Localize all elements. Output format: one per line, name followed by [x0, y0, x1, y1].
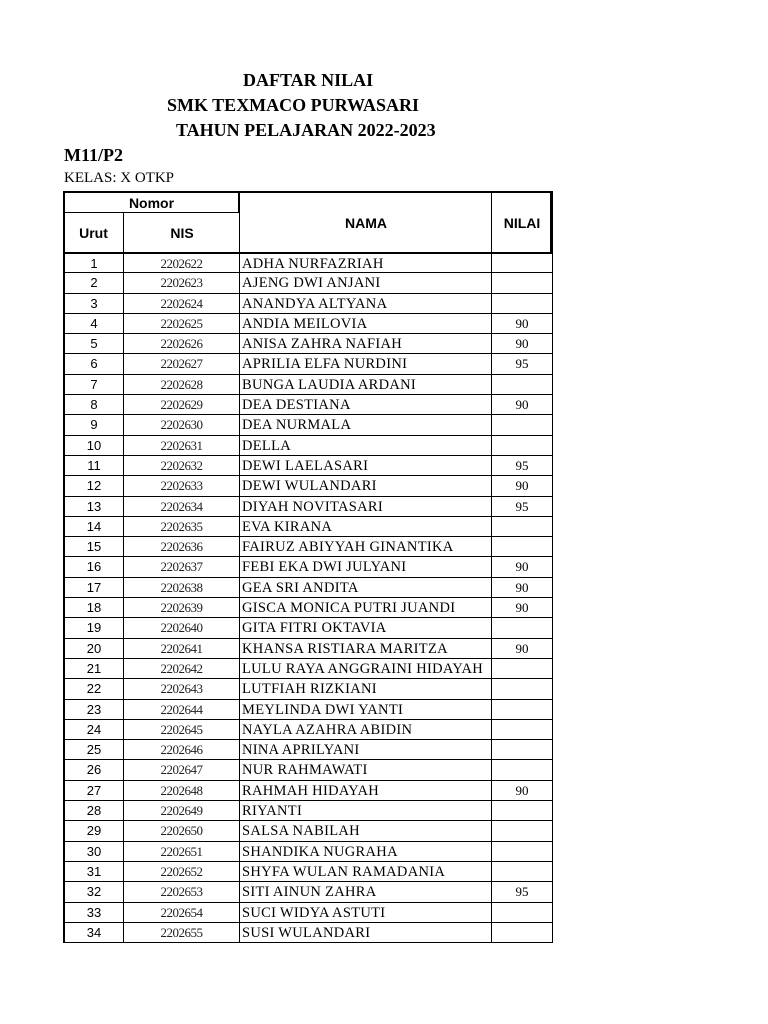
row-nilai: 90 [491, 395, 553, 415]
row-nama: ANISA ZAHRA NAFIAH [239, 334, 491, 354]
row-urut: 5 [63, 334, 123, 354]
document-title: DAFTAR NILAI [243, 70, 374, 90]
row-nama: EVA KIRANA [239, 517, 491, 537]
table-row [63, 537, 553, 557]
table-row [63, 882, 553, 902]
row-nama: ANANDYA ALTYANA [239, 294, 491, 314]
row-nilai [491, 517, 553, 537]
row-nis: 2202639 [123, 598, 239, 618]
row-urut: 14 [63, 517, 123, 537]
row-nilai: 90 [491, 639, 553, 659]
row-nis: 2202627 [123, 354, 239, 374]
row-urut: 28 [63, 801, 123, 821]
row-nilai: 90 [491, 578, 553, 598]
table-row [63, 639, 553, 659]
row-nama: SHANDIKA NUGRAHA [239, 842, 491, 862]
row-nama: SITI AINUN ZAHRA [239, 882, 491, 902]
row-urut: 7 [63, 375, 123, 395]
table-row [63, 923, 553, 943]
row-nis: 2202651 [123, 842, 239, 862]
row-nilai [491, 720, 553, 740]
row-urut: 31 [63, 862, 123, 882]
table-row [63, 334, 553, 354]
row-urut: 6 [63, 354, 123, 374]
row-urut: 16 [63, 557, 123, 577]
row-nilai: 90 [491, 781, 553, 801]
row-nilai [491, 801, 553, 821]
row-nilai [491, 618, 553, 638]
table-row [63, 354, 553, 374]
row-nama: GITA FITRI OKTAVIA [239, 618, 491, 638]
row-nis: 2202642 [123, 659, 239, 679]
row-urut: 4 [63, 314, 123, 334]
table-row [63, 517, 553, 537]
row-nilai [491, 415, 553, 435]
row-nama: ANDIA MEILOVIA [239, 314, 491, 334]
table-row [63, 821, 553, 841]
row-nis: 2202631 [123, 436, 239, 456]
row-nis: 2202630 [123, 415, 239, 435]
col-nomor-header: Nomor [128, 194, 175, 211]
row-urut: 19 [63, 618, 123, 638]
row-nama: BUNGA LAUDIA ARDANI [239, 375, 491, 395]
row-urut: 22 [63, 679, 123, 699]
row-nama: DIYAH NOVITASARI [239, 497, 491, 517]
row-nilai: 90 [491, 314, 553, 334]
row-nama: GISCA MONICA PUTRI JUANDI [239, 598, 491, 618]
row-urut: 33 [63, 903, 123, 923]
row-nilai [491, 740, 553, 760]
row-urut: 17 [63, 578, 123, 598]
row-nis: 2202652 [123, 862, 239, 882]
row-nilai: 90 [491, 598, 553, 618]
row-urut: 20 [63, 639, 123, 659]
table-row [63, 740, 553, 760]
table-row [63, 679, 553, 699]
table-row [63, 415, 553, 435]
row-urut: 32 [63, 882, 123, 902]
row-nilai [491, 679, 553, 699]
table-row [63, 842, 553, 862]
row-urut: 23 [63, 700, 123, 720]
row-nama: LULU RAYA ANGGRAINI HIDAYAH [239, 659, 491, 679]
row-nis: 2202628 [123, 375, 239, 395]
row-urut: 3 [63, 294, 123, 314]
row-nis: 2202654 [123, 903, 239, 923]
row-nis: 2202622 [123, 253, 239, 273]
table-row [63, 253, 553, 273]
table-row [63, 903, 553, 923]
row-urut: 30 [63, 842, 123, 862]
row-nilai: 90 [491, 476, 553, 496]
col-nis-header: NIS [170, 225, 194, 241]
row-nama: DELLA [239, 436, 491, 456]
row-nis: 2202629 [123, 395, 239, 415]
row-urut: 11 [63, 456, 123, 476]
row-nis: 2202647 [123, 760, 239, 780]
row-urut: 9 [63, 415, 123, 435]
col-nama-header: NAMA [345, 215, 387, 231]
row-urut: 12 [63, 476, 123, 496]
col-nilai-header: NILAI [503, 215, 541, 231]
row-nama: DEWI WULANDARI [239, 476, 491, 496]
row-nis: 2202640 [123, 618, 239, 638]
row-nama: NINA APRILYANI [239, 740, 491, 760]
row-nama: RAHMAH HIDAYAH [239, 781, 491, 801]
row-nis: 2202646 [123, 740, 239, 760]
col-urut-header: Urut [79, 225, 108, 241]
row-nama: DEA NURMALA [239, 415, 491, 435]
table-row [63, 497, 553, 517]
row-urut: 25 [63, 740, 123, 760]
row-nis: 2202650 [123, 821, 239, 841]
academic-year: TAHUN PELAJARAN 2022-2023 [176, 120, 436, 140]
row-nis: 2202645 [123, 720, 239, 740]
row-nilai [491, 842, 553, 862]
row-nama: SUSI WULANDARI [239, 923, 491, 943]
table-row [63, 375, 553, 395]
row-nama: APRILIA ELFA NURDINI [239, 354, 491, 374]
row-nilai: 95 [491, 354, 553, 374]
row-nilai [491, 375, 553, 395]
row-nilai: 95 [491, 882, 553, 902]
row-nilai [491, 537, 553, 557]
row-nis: 2202625 [123, 314, 239, 334]
row-nis: 2202635 [123, 517, 239, 537]
row-nama: KHANSA RISTIARA MARITZA [239, 639, 491, 659]
class-code: M11/P2 [64, 145, 123, 165]
row-nama: DEWI LAELASARI [239, 456, 491, 476]
table-row [63, 436, 553, 456]
row-urut: 15 [63, 537, 123, 557]
row-nilai: 90 [491, 557, 553, 577]
table-row [63, 760, 553, 780]
row-nama: RIYANTI [239, 801, 491, 821]
row-nama: NAYLA AZAHRA ABIDIN [239, 720, 491, 740]
table-row [63, 598, 553, 618]
table-row [63, 720, 553, 740]
class-label: KELAS: X OTKP [64, 170, 175, 186]
row-nis: 2202649 [123, 801, 239, 821]
row-nama: SALSA NABILAH [239, 821, 491, 841]
row-nilai [491, 760, 553, 780]
row-nilai [491, 903, 553, 923]
table-row [63, 781, 553, 801]
row-urut: 8 [63, 395, 123, 415]
row-urut: 10 [63, 436, 123, 456]
row-nilai: 95 [491, 456, 553, 476]
table-row [63, 659, 553, 679]
row-nilai: 95 [491, 497, 553, 517]
row-nama: MEYLINDA DWI YANTI [239, 700, 491, 720]
row-nama: DEA DESTIANA [239, 395, 491, 415]
table-row [63, 578, 553, 598]
table-row [63, 273, 553, 293]
table-row [63, 314, 553, 334]
table-row [63, 456, 553, 476]
row-nilai [491, 273, 553, 293]
table-row [63, 618, 553, 638]
row-nama: GEA SRI ANDITA [239, 578, 491, 598]
row-nis: 2202648 [123, 781, 239, 801]
row-nilai [491, 862, 553, 882]
row-urut: 1 [63, 253, 123, 273]
row-nis: 2202638 [123, 578, 239, 598]
row-urut: 24 [63, 720, 123, 740]
row-nilai [491, 253, 553, 273]
row-nis: 2202655 [123, 923, 239, 943]
table-row [63, 294, 553, 314]
row-urut: 27 [63, 781, 123, 801]
row-nama: AJENG DWI ANJANI [239, 273, 491, 293]
table-row [63, 700, 553, 720]
row-urut: 26 [63, 760, 123, 780]
row-urut: 13 [63, 497, 123, 517]
table-row [63, 557, 553, 577]
row-nis: 2202633 [123, 476, 239, 496]
row-nis: 2202643 [123, 679, 239, 699]
row-nilai [491, 659, 553, 679]
row-nama: SUCI WIDYA ASTUTI [239, 903, 491, 923]
row-nis: 2202634 [123, 497, 239, 517]
row-nilai [491, 821, 553, 841]
row-nis: 2202626 [123, 334, 239, 354]
table-row [63, 801, 553, 821]
row-nama: LUTFIAH RIZKIANI [239, 679, 491, 699]
row-nis: 2202653 [123, 882, 239, 902]
school-name: SMK TEXMACO PURWASARI [167, 95, 420, 115]
row-nama: FEBI EKA DWI JULYANI [239, 557, 491, 577]
row-urut: 29 [63, 821, 123, 841]
row-urut: 21 [63, 659, 123, 679]
row-nis: 2202624 [123, 294, 239, 314]
row-nama: SHYFA WULAN RAMADANIA [239, 862, 491, 882]
row-nis: 2202637 [123, 557, 239, 577]
row-nis: 2202644 [123, 700, 239, 720]
row-nis: 2202623 [123, 273, 239, 293]
row-nilai [491, 923, 553, 943]
row-nama: FAIRUZ ABIYYAH GINANTIKA [239, 537, 491, 557]
row-nilai: 90 [491, 334, 553, 354]
row-nis: 2202641 [123, 639, 239, 659]
row-nama: NUR RAHMAWATI [239, 760, 491, 780]
row-nis: 2202636 [123, 537, 239, 557]
table-row [63, 476, 553, 496]
table-body [63, 253, 553, 943]
row-nilai [491, 436, 553, 456]
row-nilai [491, 700, 553, 720]
row-nilai [491, 294, 553, 314]
row-nama: ADHA NURFAZRIAH [239, 253, 491, 273]
table-row [63, 395, 553, 415]
table-row [63, 862, 553, 882]
row-nis: 2202632 [123, 456, 239, 476]
row-urut: 2 [63, 273, 123, 293]
row-urut: 34 [63, 923, 123, 943]
row-urut: 18 [63, 598, 123, 618]
